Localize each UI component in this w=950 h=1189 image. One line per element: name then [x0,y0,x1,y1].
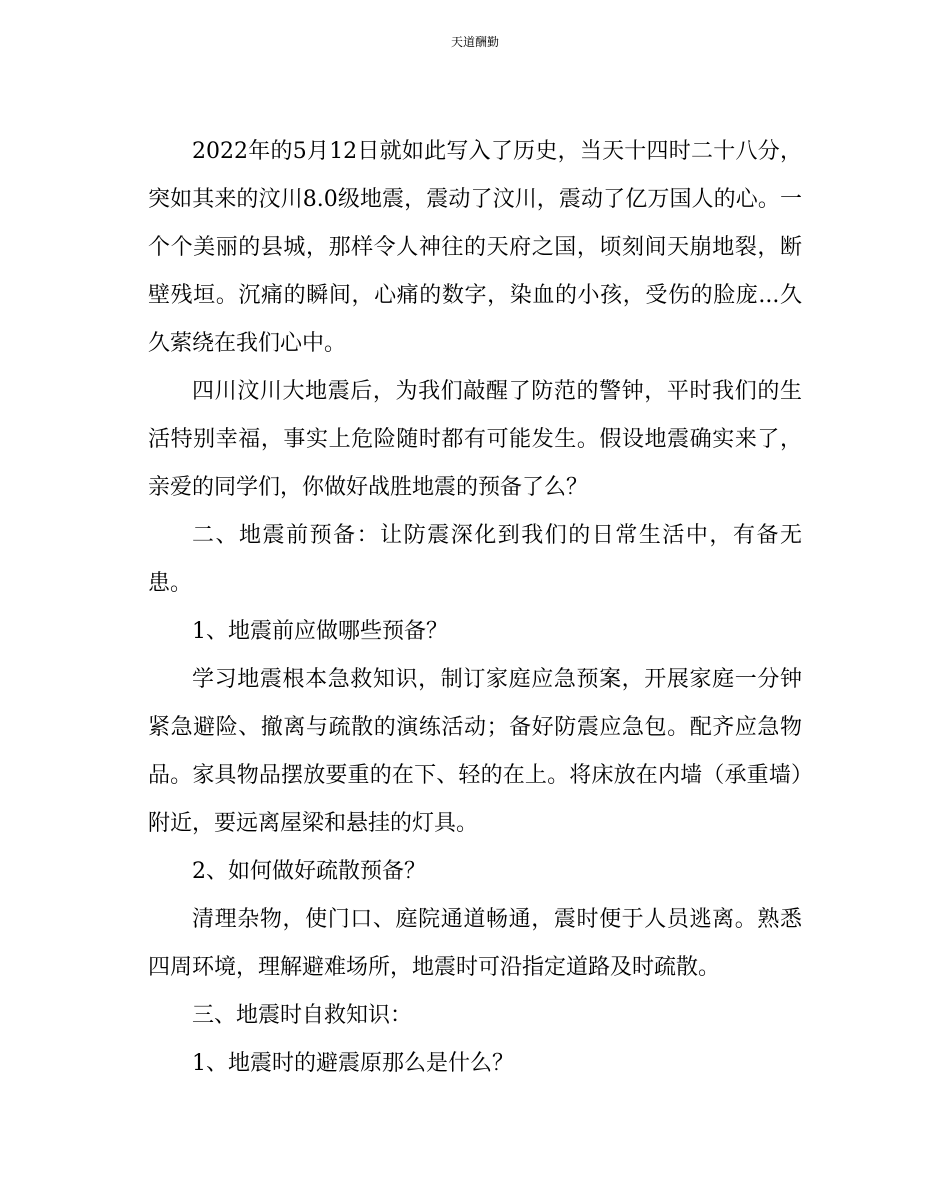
paragraph-warning: 四川汶川大地震后，为我们敲醒了防范的警钟，平时我们的生活特别幸福，事实上危险随时都有可能发生。假设地震确实来了，亲爱的同学们，你做好战胜地震的预备了么？ [148,379,802,500]
paragraph-evacuation: 清理杂物，使门口、庭院通道畅通，震时便于人员逃离。熟悉四周环境，理解避难场所，地震时可沿指定道路及时疏散。 [148,907,802,980]
document-body [148,128,802,1088]
page-header: 天道酬勤 [450,35,499,49]
paragraph-preparation: 学习地震根本急救知识，制订家庭应急预案，开展家庭一分钟紧急避险、撤离与疏散的演练活动；备好防震应急包。配齐应急物品。家具物品摆放要重的在下、轻的在上。将床放在内墙（承重墙）附近，要远离屋梁和悬挂的灯具。 [148,667,802,836]
section-heading-before-quake: 二、地震前预备：让防震深化到我们的日常生活中，有备无患。 [148,523,802,596]
paragraph-intro: 2022年的5月12日就如此写入了历史，当天十四时二十八分，突如其来的汶川8.0级地震，震动了汶川，震动了亿万国人的心。一个个美丽的县城，那样令人神往的天府之国，顷刻间天崩地裂，断壁残垣。沉痛的瞬间，心痛的数字，染血的小孩，受伤的脸庞...久久萦绕在我们心中。 [148,139,802,356]
section-heading-during-quake: 三、地震时自救知识： [192,1003,413,1028]
subheading-evacuation: 2、如何做好疏散预备？ [192,859,426,884]
subheading-principle: 1、地震时的避震原那么是什么？ [192,1051,514,1076]
subheading-preparation: 1、地震前应做哪些预备？ [192,619,448,644]
